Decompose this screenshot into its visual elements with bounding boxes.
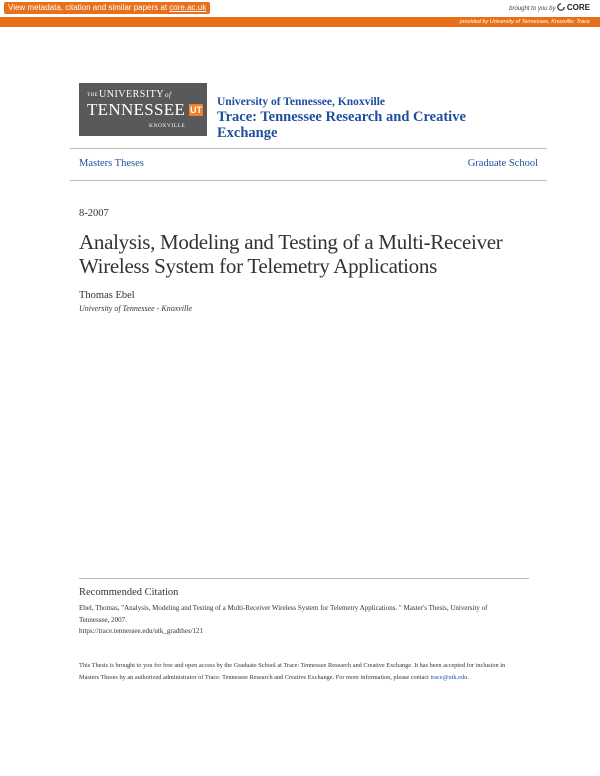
core-link-prefix: View metadata, citation and similar papers at xyxy=(8,3,170,12)
citation-heading: Recommended Citation xyxy=(79,587,179,598)
author-name: Thomas Ebel xyxy=(79,290,135,301)
divider-nav xyxy=(70,180,547,181)
publication-date: 8-2007 xyxy=(79,208,109,219)
citation-url: https://trace.tennessee.edu/utk_gradthes/121 xyxy=(79,627,204,635)
repository-name[interactable]: Trace: Tennessee Research and Creative Exchange xyxy=(217,109,466,141)
university-logo[interactable] xyxy=(79,83,207,136)
core-banner xyxy=(0,0,600,16)
provided-text: provided by University of Tennessee, Knoxville: Trace xyxy=(459,19,590,25)
logo-university-word: UNIVERSITY xyxy=(99,89,164,100)
logo-ut-mark: UT xyxy=(190,105,202,115)
logo-the: THE xyxy=(87,93,99,98)
divider-citation xyxy=(79,578,529,579)
citation-line: Ebel, Thomas, "Analysis, Modeling and Testing of a Multi-Receiver Wireless System for Telemetry Applications. " Master's Thesis, University of Tennessee, 2007. xyxy=(79,604,488,624)
logo-knoxville: KNOXVILLE xyxy=(149,123,186,129)
author-affiliation: University of Tennessee - Knoxville xyxy=(79,304,193,313)
logo-of: of xyxy=(165,91,172,99)
logo-tennessee: TENNESSEE xyxy=(87,100,186,119)
brought-text: brought to you by xyxy=(509,6,556,12)
notice-end: . xyxy=(467,673,469,681)
core-logo-icon xyxy=(557,3,565,11)
institution-name[interactable]: University of Tennessee, Knoxville xyxy=(217,96,386,108)
contact-email-link[interactable]: trace@utk.edu xyxy=(430,673,468,681)
core-metadata-link[interactable] xyxy=(4,2,210,14)
paper-title: Analysis, Modeling and Testing of a Multi-Receiver Wireless System for Telemetry Applications xyxy=(79,230,503,278)
core-label: CORE xyxy=(566,3,590,12)
institution-block xyxy=(217,95,517,141)
masters-theses-link[interactable]: Masters Theses xyxy=(79,158,144,169)
provided-by-bar xyxy=(0,17,600,27)
graduate-school-link[interactable]: Graduate School xyxy=(467,158,538,169)
core-link-host: core.ac.uk xyxy=(169,3,207,12)
notice-text: This Thesis is brought to you for free and open access by the Graduate School at Trace: Tennessee Research and Creative Exchange. It has been accepted for inclusion in Masters Theses by an authorized administrator of Trace: Tennessee Research and Creative Exchange. For more information, please contact xyxy=(79,662,506,681)
logo-university xyxy=(99,89,171,100)
divider-top xyxy=(70,148,547,149)
access-notice xyxy=(79,660,524,683)
citation-text xyxy=(79,603,519,638)
core-brought-by[interactable] xyxy=(509,3,590,12)
